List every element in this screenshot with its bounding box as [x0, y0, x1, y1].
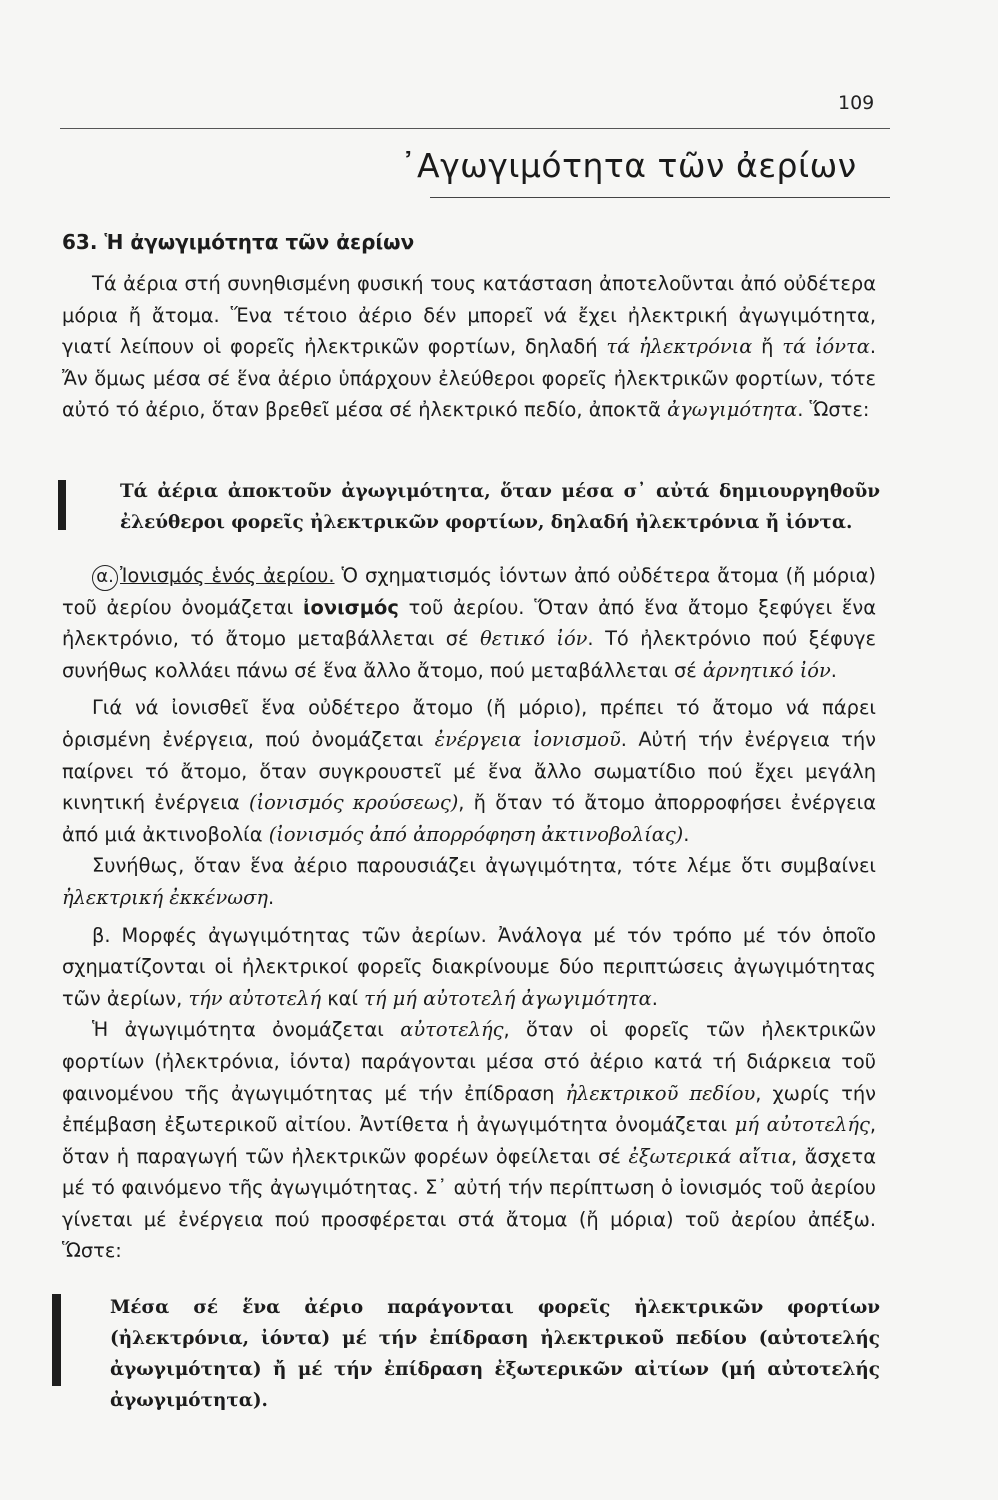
intro-italic-2: τά ἰόντα	[782, 335, 870, 359]
subsection-a-text-2: τοῦ ἀερίου. Ὅταν ἀπό ἕνα ἄτομο ξεφύγει ἕνα ἠλεκτρόνιο, τό ἄτομο μεταβάλλεται σέ	[62, 595, 876, 651]
subsection-a-label: α.	[92, 565, 118, 591]
intro-italic-1: τά ἠλεκτρόνια	[606, 335, 753, 359]
highlight-bar-1	[58, 480, 66, 530]
autotelic-italic-4: ἐξωτερικά αἴτια	[628, 1144, 792, 1168]
running-header-title: ᾿Αγωγιμότητα τῶν ἀερίων	[400, 146, 857, 185]
autotelic-italic-1: αὐτοτελής	[400, 1018, 504, 1042]
energy-italic-3: (ἰονισμός ἀπό ἀπορρόφηση ἀκτινοβολίας)	[268, 822, 684, 846]
energy-text-1: Γιά νά ἰονισθεῖ ἕνα οὐδέτερο ἄτομο (ἤ μόριο), πρέπει τό ἄτομο νά πάρει ὁρισμένη ἐνέργεια, πού ὀνομάζεται	[62, 696, 876, 751]
subsection-a-title: Ἰονισμός ἑνός ἀερίου.	[120, 564, 335, 587]
subsection-b-text-2: καί	[321, 986, 365, 1010]
intro-italic-3: ἀγωγιμότητα	[667, 398, 798, 422]
autotelic-italic-3: μή αὐτοτελής	[734, 1113, 870, 1137]
energy-italic-2: (ἰονισμός κρούσεως)	[248, 791, 459, 815]
intro-text-3: . Ἄν ὅμως μέσα σέ ἕνα ἀέριο ὑπάρχουν ἐλεύθεροι φορεῖς ἠλεκτρικῶν φορτίων, τότε αὐτό τό ἀέριο, ὅταν βρεθεῖ μέσα σέ ἠλεκτρικό πεδίο, ἀποκτᾶ	[62, 335, 876, 422]
autotelic-text-1: Ἡ ἀγωγιμότητα ὀνομάζεται	[92, 1018, 401, 1042]
subsection-a-italic-1: θετικό ἰόν	[480, 627, 588, 651]
autotelic-text-4: , ὅταν ἡ παραγωγή τῶν ἠλεκτρικῶν φορέων ὀφείλεται σέ	[62, 1113, 876, 1168]
subsection-a-text-4: .	[830, 658, 837, 682]
autotelic-text-2: , ὅταν οἱ φορεῖς τῶν ἠλεκτρικῶν φορτίων (ἠλεκτρόνια, ἰόντα) παράγονται μέσα στό ἀέριο κατά τή διάρκεια τοῦ φαινομένου τῆς ἀγωγιμότητας μέ τήν ἐπίδραση	[62, 1018, 876, 1105]
subsection-b-text-1: Ἀνάλογα μέ τόν τρόπο μέ τόν ὁποῖο σχηματίζονται οἱ ἠλεκτρικοί φορεῖς διακρίνουμε δύο περιπτώσεις ἀγωγιμότητας τῶν ἀερίων,	[62, 923, 876, 1010]
subsection-a-italic-2: ἀρνητικό ἰόν	[702, 658, 831, 682]
subsection-a-bold-1: ἰονισμός	[302, 595, 399, 619]
key-statement-1: Τά ἀέρια ἀποκτοῦν ἀγωγιμότητα, ὅταν μέσα σ᾿ αὐτά δημιουργηθοῦν ἐλεύθεροι φορεῖς ἠλεκτρικῶν φορτίων, δηλαδή ἠλεκτρόνια ἤ ἰόντα.	[120, 481, 880, 533]
intro-text-1: Τά ἀέρια στή συνηθισμένη φυσική τους κατάσταση ἀποτελοῦνται ἀπό οὐδέτερα μόρια ἤ ἄτομα. Ἕνα τέτοιο ἀέριο δέν μπορεῖ νά ἔχει ἠλεκτρική ἀγωγιμότητα, γιατί λείπουν οἱ φορεῖς ἠλεκτρικῶν φορτίων, δηλαδή	[62, 272, 876, 359]
subsection-b-title: β. Μορφές ἀγωγιμότητας τῶν ἀερίων.	[92, 923, 487, 947]
autotelic-italic-2: ἠλεκτρικοῦ πεδίου	[565, 1081, 756, 1105]
subsection-a-paragraph	[62, 560, 876, 1267]
highlight-bar-2	[52, 1294, 61, 1386]
key-statement-2: Μέσα σέ ἕνα ἀέριο παράγονται φορεῖς ἠλεκτρικῶν φορτίων (ἠλεκτρόνια, ἰόντα) μέ τήν ἐπίδραση ἠλεκτρικοῦ πεδίου (αὐτοτελής ἀγωγιμότητα) ἤ μέ τήν ἐπίδραση ἐξωτερικῶν αἰτίων (μή αὐτοτελής ἀγωγιμότητα).	[110, 1297, 880, 1411]
header-rule	[60, 128, 890, 129]
subsection-b-italic-2: τή μή αὐτοτελή ἀγωγιμότητα	[364, 986, 652, 1010]
header-title-underline	[430, 197, 890, 198]
intro-text-4: . Ὥστε:	[797, 398, 870, 422]
subsection-a-text-1: Ὁ σχηματισμός ἰόντων ἀπό οὐδέτερα ἄτομα (ἤ μόρια) τοῦ ἀερίου ὀνομάζεται	[62, 564, 876, 619]
discharge-text-2: .	[267, 885, 275, 909]
page-number: 109	[838, 92, 875, 114]
subsection-b-italic-1: τήν αὐτοτελή	[188, 986, 322, 1010]
energy-text-3: , ἤ ὅταν τό ἄτομο ἀπορροφήσει ἐνέργεια ἀπό μιά ἀκτινοβολία	[62, 791, 876, 846]
section-heading: 63. Ἡ ἀγωγιμότητα τῶν ἀερίων	[62, 230, 415, 254]
intro-paragraph	[62, 268, 876, 426]
energy-text-2: . Αὐτή τήν ἐνέργεια τήν παίρνει τό ἄτομο, ὅταν συγκρουστεῖ μέ ἕνα ἄλλο σωματίδιο πού ἔχει μεγάλη κινητική ἐνέργεια	[62, 727, 877, 815]
autotelic-text-3: , χωρίς τήν ἐπέμβαση ἐξωτερικοῦ αἰτίου. Ἀντίθετα ἡ ἀγωγιμότητα ὀνομάζεται	[62, 1081, 876, 1137]
discharge-text-1: Συνήθως, ὅταν ἕνα ἀέριο παρουσιάζει ἀγωγιμότητα, τότε λέμε ὅτι συμβαίνει	[92, 854, 876, 878]
autotelic-text-5: , ἄσχετα μέ τό φαινόμενο τῆς ἀγωγιμότητας. Σ᾿ αὐτή τήν περίπτωση ὁ ἰονισμός τοῦ ἀερίου γίνεται μέ ἐνέργεια πού προσφέρεται στά ἄτομα (ἤ μόρια) τοῦ ἀερίου ἀπέξω. Ὥστε:	[62, 1144, 876, 1263]
intro-text-2: ἤ	[752, 335, 783, 359]
energy-italic-1: ἐνέργεια ἰονισμοῦ	[434, 727, 621, 751]
subsection-a-text-3: . Τό ἠλεκτρόνιο πού ξέφυγε συνήθως κολλάει πάνω σέ ἕνα ἄλλο ἄτομο, πού μεταβάλλεται σέ	[62, 627, 877, 682]
discharge-italic-1: ἠλεκτρική ἐκκένωση	[62, 885, 268, 909]
subsection-b-text-3: .	[651, 986, 658, 1010]
energy-text-4: .	[683, 822, 690, 846]
